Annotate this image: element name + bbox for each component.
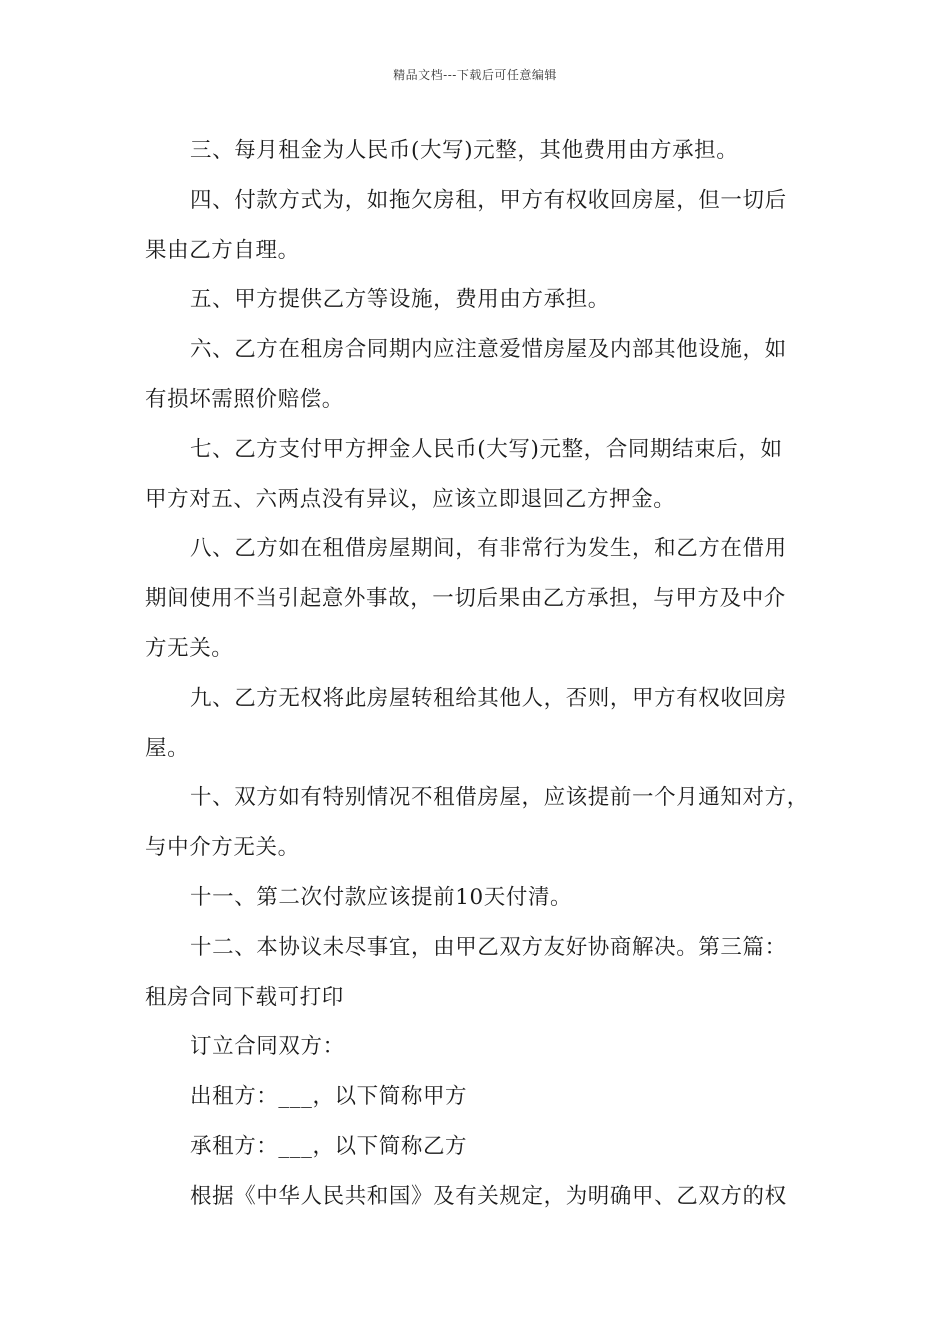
text-line: 承租方：___，以下简称乙方	[190, 1133, 468, 1159]
page-header: 精品文档---下载后可任意编辑	[393, 68, 557, 82]
text-line: 甲方对五、六两点没有异议，应该立即退回乙方押金。	[145, 486, 676, 512]
text-line: 七、乙方支付甲方押金人民币(大写)元整，合同期结束后，如	[190, 436, 783, 462]
text-line: 果由乙方自理。	[145, 237, 300, 263]
text-line: 出租方：___，以下简称甲方	[190, 1084, 468, 1110]
document-body	[145, 131, 810, 1227]
text-line: 三、每月租金为人民币(大写)元整，其他费用由方承担。	[190, 138, 739, 163]
text-line: 十二、本协议未尽事宜，由甲乙双方友好协商解决。第三篇：	[190, 934, 787, 960]
text-line: 期间使用不当引起意外事故，一切后果由乙方承担，与甲方及中介	[145, 586, 786, 612]
text-line: 五、甲方提供乙方等设施，费用由方承担。	[190, 287, 610, 313]
text-line: 四、付款方式为，如拖欠房租，甲方有权收回房屋，但一切后	[190, 187, 787, 213]
text-line: 屋。	[145, 735, 190, 761]
text-line: 六、乙方在租房合同期内应注意爱惜房屋及内部其他设施，如	[190, 337, 787, 363]
text-line: 租房合同下载可打印	[145, 984, 344, 1010]
text-line: 有损坏需照价赔偿。	[145, 386, 344, 412]
text-line: 十一、第二次付款应该提前10天付清。	[190, 884, 573, 910]
text-line: 方无关。	[145, 635, 234, 661]
text-line: 与中介方无关。	[145, 835, 300, 861]
text-line: 八、乙方如在租借房屋期间，有非常行为发生，和乙方在借用	[190, 536, 787, 562]
text-line: 根据《中华人民共和国》及有关规定，为明确甲、乙双方的权	[190, 1183, 787, 1209]
text-line: 十、双方如有特别情况不租借房屋，应该提前一个月通知对方，	[190, 785, 809, 811]
text-line: 九、乙方无权将此房屋转租给其他人，否则，甲方有权收回房	[190, 685, 787, 711]
text-line: 订立合同双方：	[190, 1034, 345, 1060]
